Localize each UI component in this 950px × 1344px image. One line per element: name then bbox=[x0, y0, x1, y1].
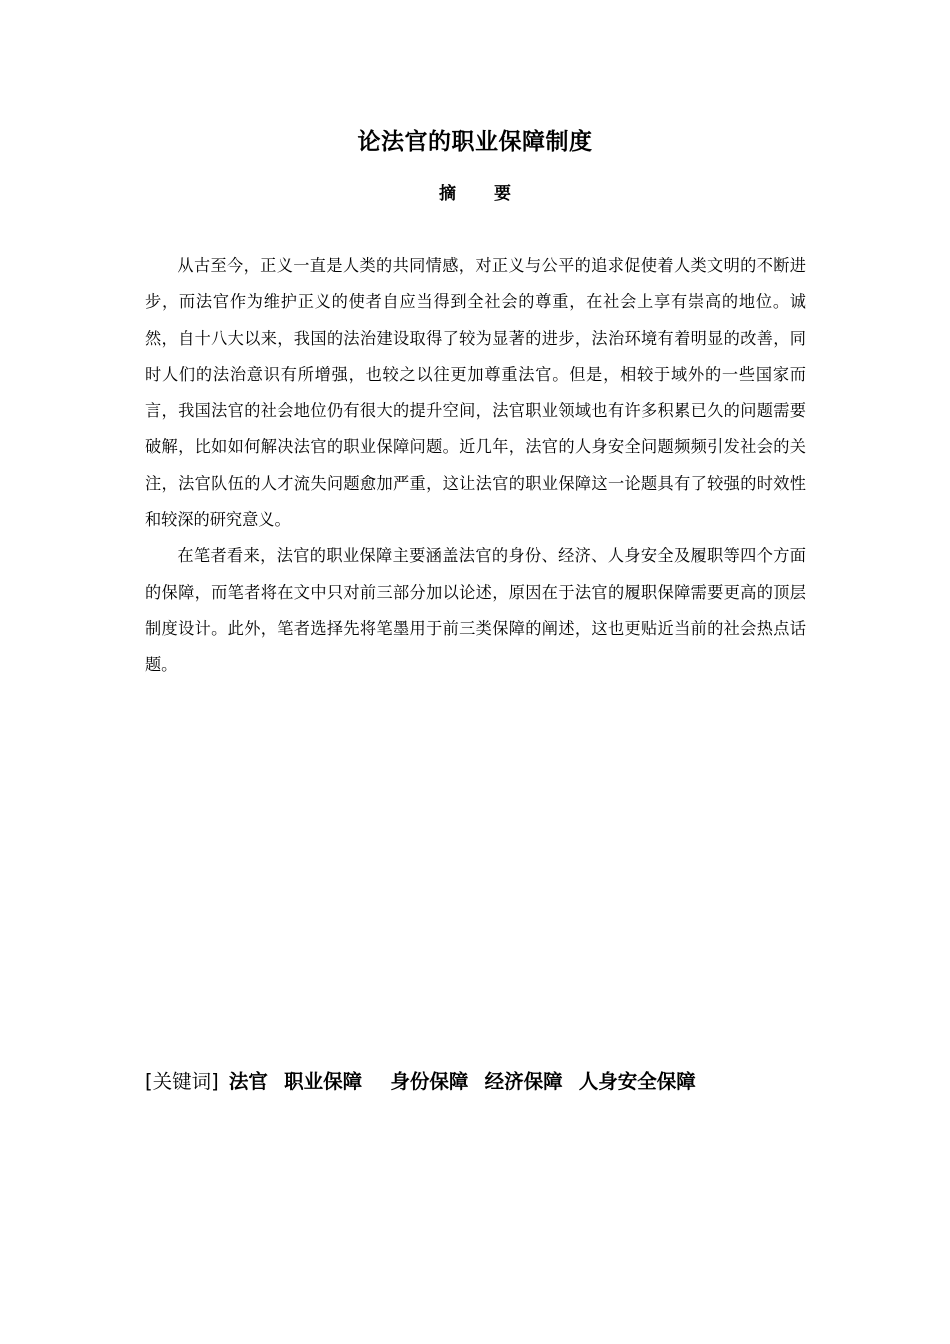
keywords-label: [关键词] bbox=[145, 1070, 219, 1093]
abstract-body bbox=[145, 248, 806, 684]
keyword-item: 职业保障 bbox=[284, 1070, 363, 1093]
keywords-line bbox=[145, 1064, 806, 1100]
abstract-paragraph-2: 在笔者看来，法官的职业保障主要涵盖法官的身份、经济、人身安全及履职等四个方面的保障，而笔者将在文中只对前三部分加以论述，原因在于法官的履职保障需要更高的顶层制度设计。此外，笔者选择先将笔墨用于前三类保障的阐述，这也更贴近当前的社会热点话题。 bbox=[145, 546, 806, 675]
abstract-paragraph-1: 从古至今，正义一直是人类的共同情感，对正义与公平的追求促使着人类文明的不断进步，而法官作为维护正义的使者自应当得到全社会的尊重，在社会上享有崇高的地位。诚然，自十八大以来，我国的法治建设取得了较为显著的进步，法治环境有着明显的改善，同时人们的法治意识有所增强，也较之以往更加尊重法官。但是，相较于域外的一些国家而言，我国法官的社会地位仍有很大的提升空间，法官职业领域也有许多积累已久的问题需要破解，比如如何解决法官的职业保障问题。近几年，法官的人身安全问题频频引发社会的关注，法官队伍的人才流失问题愈加严重，这让法官的职业保障这一论题具有了较强的时效性和较深的研究意义。 bbox=[145, 256, 806, 530]
keyword-item: 身份保障 bbox=[390, 1070, 469, 1093]
document-title: 论法官的职业保障制度 bbox=[357, 129, 593, 155]
keyword-item: 人身安全保障 bbox=[578, 1070, 696, 1093]
abstract-heading: 摘 要 bbox=[439, 184, 527, 204]
keyword-item: 经济保障 bbox=[484, 1070, 563, 1093]
keyword-item: 法官 bbox=[228, 1070, 268, 1093]
